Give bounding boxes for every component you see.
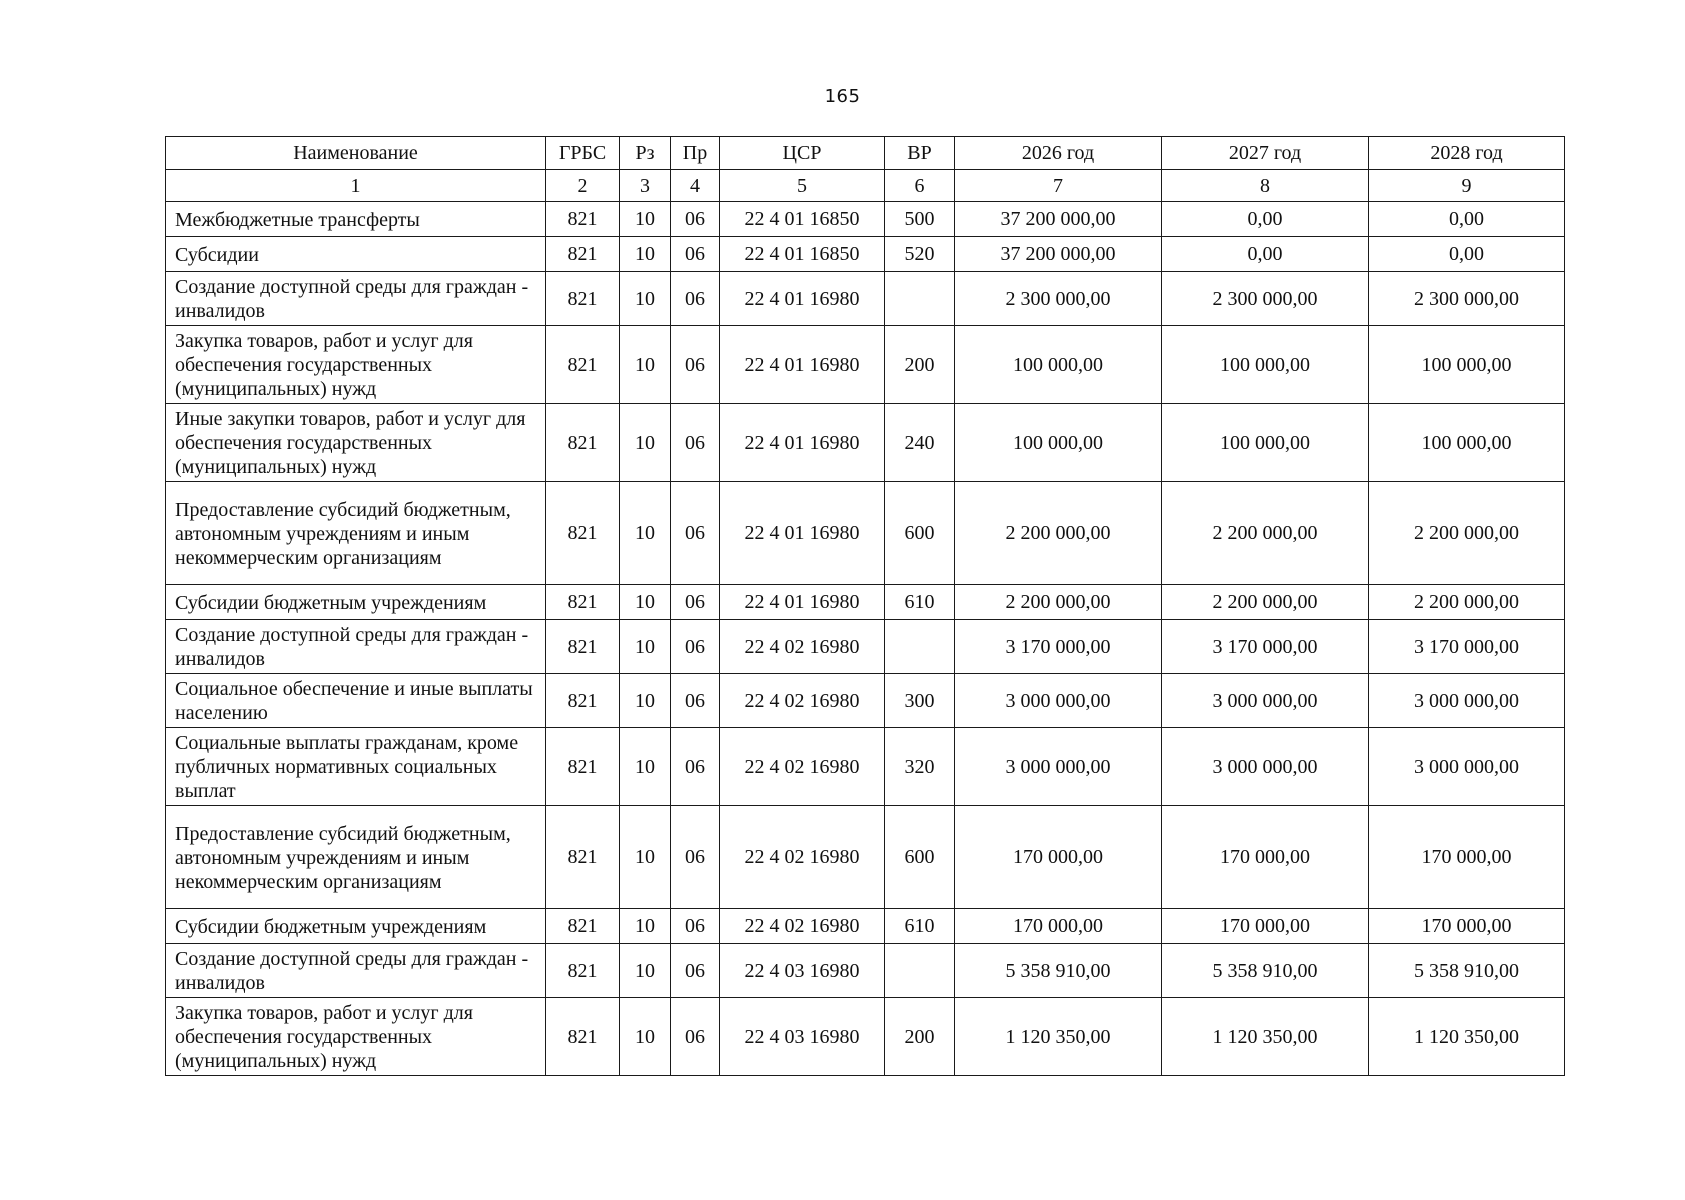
row-2028: 100 000,00 [1369,404,1565,482]
row-rz: 10 [620,272,671,326]
column-number: 6 [885,170,955,202]
header-row [166,137,1565,170]
row-pr: 06 [671,585,720,620]
row-2027: 1 120 350,00 [1162,998,1369,1076]
column-number: 4 [671,170,720,202]
row-pr: 06 [671,620,720,674]
row-name: Создание доступной среды для граждан - инвалидов [166,272,546,326]
row-csr: 22 4 01 16980 [720,585,885,620]
row-rz: 10 [620,998,671,1076]
row-2026: 3 000 000,00 [955,728,1162,806]
row-csr: 22 4 01 16980 [720,482,885,585]
header-cell-2028: 2028 год [1369,137,1565,170]
row-2028: 170 000,00 [1369,806,1565,909]
row-2028: 170 000,00 [1369,909,1565,944]
row-vr: 520 [885,237,955,272]
row-2028: 0,00 [1369,202,1565,237]
row-2026: 2 200 000,00 [955,482,1162,585]
row-pr: 06 [671,237,720,272]
row-2027: 2 300 000,00 [1162,272,1369,326]
row-vr: 610 [885,585,955,620]
row-vr [885,272,955,326]
row-pr: 06 [671,404,720,482]
row-name: Субсидии [166,237,546,272]
page-number: 165 [824,86,861,107]
table-row [166,674,1565,728]
row-name: Предоставление субсидий бюджетным, автономным учреждениям и иным некоммерческим организациям [166,806,546,909]
row-csr: 22 4 02 16980 [720,806,885,909]
row-vr: 240 [885,404,955,482]
row-2027: 2 200 000,00 [1162,482,1369,585]
column-number: 2 [546,170,620,202]
column-number: 3 [620,170,671,202]
row-vr: 600 [885,482,955,585]
row-2028: 100 000,00 [1369,326,1565,404]
row-2026: 100 000,00 [955,326,1162,404]
row-rz: 10 [620,585,671,620]
row-2028: 5 358 910,00 [1369,944,1565,998]
row-rz: 10 [620,202,671,237]
row-2027: 0,00 [1162,202,1369,237]
row-csr: 22 4 03 16980 [720,998,885,1076]
row-2027: 100 000,00 [1162,326,1369,404]
row-2026: 37 200 000,00 [955,237,1162,272]
row-2027: 5 358 910,00 [1162,944,1369,998]
row-name: Социальное обеспечение и иные выплаты населению [166,674,546,728]
column-number: 5 [720,170,885,202]
row-2028: 0,00 [1369,237,1565,272]
row-pr: 06 [671,674,720,728]
row-pr: 06 [671,482,720,585]
row-2026: 3 000 000,00 [955,674,1162,728]
table-row [166,482,1565,585]
row-rz: 10 [620,237,671,272]
row-grbs: 821 [546,482,620,585]
row-2028: 2 200 000,00 [1369,482,1565,585]
row-csr: 22 4 01 16980 [720,326,885,404]
header-cell-vr: ВР [885,137,955,170]
row-2026: 37 200 000,00 [955,202,1162,237]
row-grbs: 821 [546,998,620,1076]
header-cell-csr: ЦСР [720,137,885,170]
row-2027: 100 000,00 [1162,404,1369,482]
row-vr [885,620,955,674]
header-cell-pr: Пр [671,137,720,170]
row-rz: 10 [620,944,671,998]
row-2026: 1 120 350,00 [955,998,1162,1076]
header-cell-2027: 2027 год [1162,137,1369,170]
row-name: Иные закупки товаров, работ и услуг для обеспечения государственных (муниципальных) нужд [166,404,546,482]
row-rz: 10 [620,806,671,909]
row-2027: 2 200 000,00 [1162,585,1369,620]
row-rz: 10 [620,620,671,674]
row-grbs: 821 [546,272,620,326]
row-pr: 06 [671,202,720,237]
row-grbs: 821 [546,909,620,944]
row-vr: 200 [885,326,955,404]
row-vr: 200 [885,998,955,1076]
header-cell-name: Наименование [166,137,546,170]
row-2027: 3 000 000,00 [1162,674,1369,728]
row-2027: 170 000,00 [1162,806,1369,909]
row-name: Предоставление субсидий бюджетным, автономным учреждениям и иным некоммерческим организациям [166,482,546,585]
row-rz: 10 [620,482,671,585]
row-csr: 22 4 03 16980 [720,944,885,998]
row-2028: 3 170 000,00 [1369,620,1565,674]
table-row [166,728,1565,806]
row-vr: 320 [885,728,955,806]
row-2026: 2 200 000,00 [955,585,1162,620]
column-number: 9 [1369,170,1565,202]
table-row [166,272,1565,326]
row-2026: 170 000,00 [955,806,1162,909]
row-2026: 2 300 000,00 [955,272,1162,326]
row-2027: 0,00 [1162,237,1369,272]
row-rz: 10 [620,728,671,806]
row-rz: 10 [620,404,671,482]
row-name: Создание доступной среды для граждан - инвалидов [166,620,546,674]
row-csr: 22 4 01 16980 [720,404,885,482]
row-2027: 3 170 000,00 [1162,620,1369,674]
row-csr: 22 4 02 16980 [720,620,885,674]
row-2028: 3 000 000,00 [1369,674,1565,728]
table-row [166,620,1565,674]
row-vr: 600 [885,806,955,909]
row-2026: 5 358 910,00 [955,944,1162,998]
row-grbs: 821 [546,944,620,998]
row-2027: 3 000 000,00 [1162,728,1369,806]
table-row [166,326,1565,404]
row-grbs: 821 [546,237,620,272]
row-csr: 22 4 01 16850 [720,237,885,272]
row-name: Субсидии бюджетным учреждениям [166,909,546,944]
row-name: Межбюджетные трансферты [166,202,546,237]
row-2027: 170 000,00 [1162,909,1369,944]
row-2028: 1 120 350,00 [1369,998,1565,1076]
row-name: Социальные выплаты гражданам, кроме публичных нормативных социальных выплат [166,728,546,806]
row-rz: 10 [620,674,671,728]
header-cell-grbs: ГРБС [546,137,620,170]
column-number: 1 [166,170,546,202]
row-grbs: 821 [546,620,620,674]
table-row [166,585,1565,620]
row-pr: 06 [671,806,720,909]
table-row [166,202,1565,237]
row-pr: 06 [671,272,720,326]
row-grbs: 821 [546,404,620,482]
row-name: Закупка товаров, работ и услуг для обеспечения государственных (муниципальных) нужд [166,998,546,1076]
table-row [166,237,1565,272]
row-csr: 22 4 01 16980 [720,272,885,326]
header-cell-rz: Рз [620,137,671,170]
row-pr: 06 [671,909,720,944]
row-name: Субсидии бюджетным учреждениям [166,585,546,620]
row-pr: 06 [671,326,720,404]
table-row [166,909,1565,944]
column-number: 7 [955,170,1162,202]
row-2026: 170 000,00 [955,909,1162,944]
column-number-row [166,170,1565,202]
row-grbs: 821 [546,806,620,909]
row-name: Создание доступной среды для граждан - инвалидов [166,944,546,998]
row-rz: 10 [620,326,671,404]
row-vr: 300 [885,674,955,728]
table-row [166,998,1565,1076]
table-row [166,944,1565,998]
row-vr: 500 [885,202,955,237]
budget-table [165,136,1565,1076]
row-name: Закупка товаров, работ и услуг для обеспечения государственных (муниципальных) нужд [166,326,546,404]
row-csr: 22 4 02 16980 [720,909,885,944]
row-2026: 3 170 000,00 [955,620,1162,674]
row-grbs: 821 [546,202,620,237]
header-cell-2026: 2026 год [955,137,1162,170]
row-2028: 3 000 000,00 [1369,728,1565,806]
row-grbs: 821 [546,585,620,620]
row-grbs: 821 [546,326,620,404]
row-2028: 2 300 000,00 [1369,272,1565,326]
row-csr: 22 4 02 16980 [720,674,885,728]
column-number: 8 [1162,170,1369,202]
row-2028: 2 200 000,00 [1369,585,1565,620]
row-rz: 10 [620,909,671,944]
row-pr: 06 [671,944,720,998]
row-2026: 100 000,00 [955,404,1162,482]
row-pr: 06 [671,998,720,1076]
row-pr: 06 [671,728,720,806]
row-vr: 610 [885,909,955,944]
row-csr: 22 4 02 16980 [720,728,885,806]
row-csr: 22 4 01 16850 [720,202,885,237]
row-grbs: 821 [546,728,620,806]
row-vr [885,944,955,998]
table-row [166,806,1565,909]
table-row [166,404,1565,482]
row-grbs: 821 [546,674,620,728]
